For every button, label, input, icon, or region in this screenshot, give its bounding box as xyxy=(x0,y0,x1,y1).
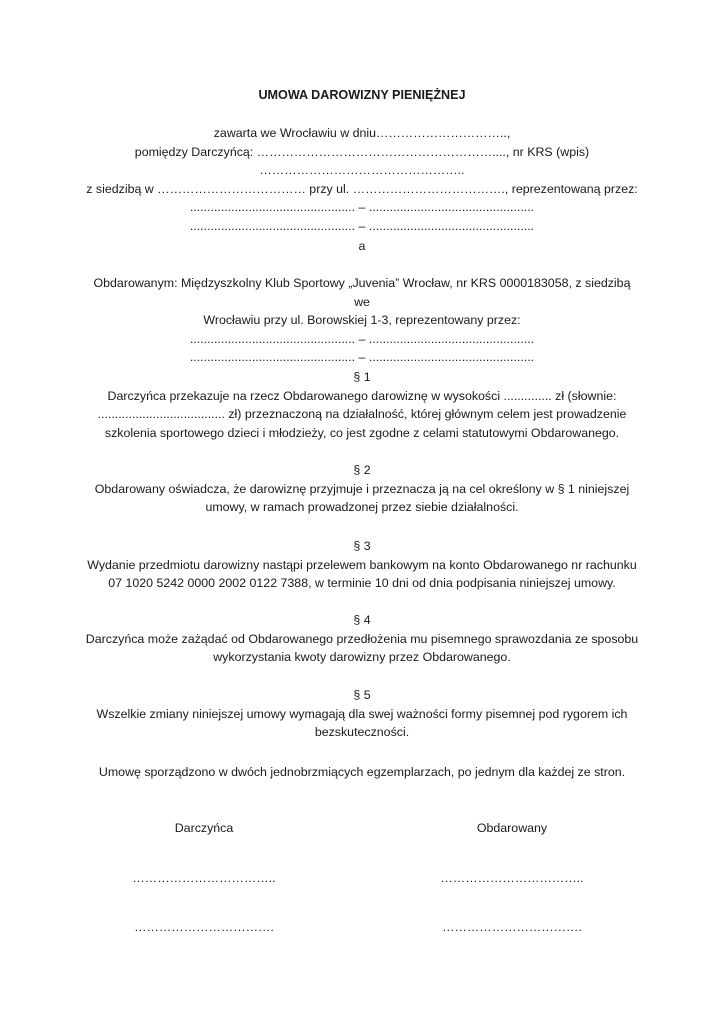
section-heading: § 5 xyxy=(353,688,371,702)
section-line: Wszelkie zmiany niniejszej umowy wymagają dla swej ważności formy pisemnej pod rygorem ich xyxy=(96,706,628,721)
section-line: Darczyńca może zażądać od Obdarowanego przedłożenia mu pisemnego sprawozdania ze sposobu xyxy=(85,631,639,646)
intro-date-line: zawarta we Wrocławiu w dniu………………………….., xyxy=(213,126,511,140)
section-heading: § 4 xyxy=(353,613,371,627)
signature-label-donor: Darczyńca xyxy=(174,821,234,835)
separator-a: a xyxy=(358,239,366,253)
section-line: bezskuteczności. xyxy=(314,725,410,739)
section-line: ..................................... zł) przeznaczoną na działalność, której głównym celem jest prowadzenie xyxy=(97,407,627,421)
signature-line-donor-1: …………………………….. xyxy=(132,871,276,885)
signature-line-donee-1: …………………………….. xyxy=(440,871,584,885)
section-heading: § 3 xyxy=(353,539,371,553)
section-heading: § 1 xyxy=(353,370,371,384)
donee-block xyxy=(84,274,640,367)
section-line: Wydanie przedmiotu darowizny nastąpi przelewem bankowym na konto Obdarowanego nr rachunku xyxy=(87,557,637,572)
signature-line-donor-2: ……………………………. xyxy=(134,920,274,934)
section-4 xyxy=(84,611,640,667)
closing-block xyxy=(84,763,640,782)
section-5 xyxy=(84,686,640,742)
donee-representative-line-2: ................................................ – ................................................ xyxy=(189,350,535,364)
section-line: umowy, w ramach prowadzonej przez siebie działalności. xyxy=(205,500,519,514)
closing-text: Umowę sporządzono w dwóch jednobrzmiących egzemplarzach, po jednym dla każdej ze stron. xyxy=(98,765,626,779)
donee-representative-line-1: ................................................ – ................................................ xyxy=(189,331,535,346)
section-3 xyxy=(84,537,640,593)
donee-line-1: Obdarowanym: Międzyszkolny Klub Sportowy „Juvenia” Wrocław, nr KRS 0000183058, z siedzibą we xyxy=(93,276,631,309)
intro-address-line: z siedzibą w ……………………………… przy ul. ………………………………., reprezentowaną przez: xyxy=(86,181,638,196)
section-line: Obdarowany oświadcza, że darowiznę przyjmuje i przeznacza ją na cel określony w § 1 niniejszej xyxy=(94,481,630,496)
intro-block xyxy=(84,124,640,235)
intro-representative-line-1: ................................................ – ................................................ xyxy=(189,200,535,214)
section-heading: § 2 xyxy=(353,463,371,477)
donee-line-2: Wrocławiu przy ul. Borowskiej 1-3, reprezentowany przez: xyxy=(203,313,521,327)
separator-block xyxy=(84,237,640,256)
section-line: 07 1020 5242 0000 2002 0122 7388, w terminie 10 dni od dnia podpisania niniejszej umowy. xyxy=(108,576,616,590)
section-line: szkolenia sportowego dzieci i młodzieży, co jest zgodne z celami statutowymi Obdarowanego. xyxy=(104,425,620,440)
signature-label-donee: Obdarowany xyxy=(476,821,548,835)
section-2 xyxy=(84,461,640,517)
signature-donor xyxy=(104,819,304,939)
signature-donee xyxy=(412,819,612,939)
section-line: wykorzystania kwoty darowizny przez Obdarowanego. xyxy=(213,650,511,664)
section-1 xyxy=(84,368,640,442)
intro-donor-line: pomiędzy Darczyńcą: …………………………………………………...., nr KRS (wpis) ………………………………………….. xyxy=(134,144,590,177)
intro-representative-line-2: ................................................ – ................................................ xyxy=(189,218,535,233)
signature-line-donee-2: ……………………………. xyxy=(442,920,582,934)
document-title: UMOWA DAROWIZNY PIENIĘŻNEJ xyxy=(258,88,466,102)
section-line: Darczyńca przekazuje na rzecz Obdarowanego darowiznę w wysokości .............. zł (słownie: xyxy=(107,388,617,403)
